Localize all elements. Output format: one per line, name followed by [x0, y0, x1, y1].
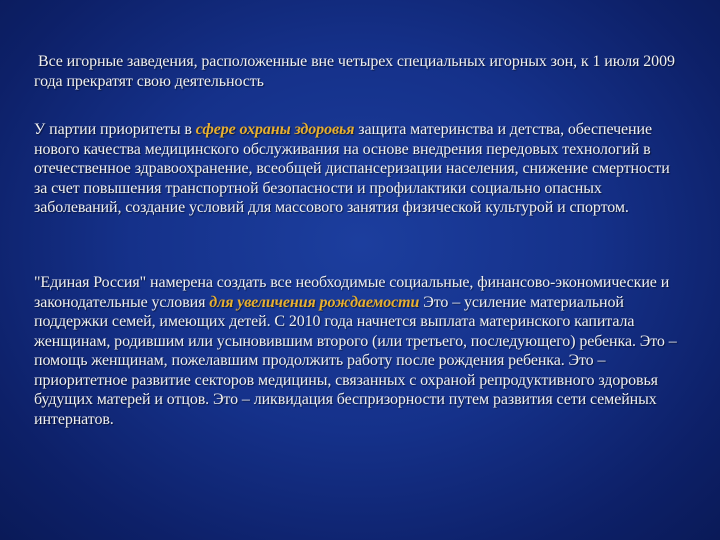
paragraph-birth-rate — [34, 273, 686, 429]
paragraph-text-rest: Это – усиление материальной поддержки семей, имеющих детей. С 2010 года начнется выплата материнского капитала женщинам, родившим или усыновившим второго (или третьего, последующего) ребенка. Это – помощь женщинам, пожелавшим продолжить работу после рождения ребенка. Это – приоритетное развитие секторов медицины, связанных с охраной репродуктивного здоровья будущих матерей и отцов. Это – ликвидация беспризорности путем развития сети семейных интернатов. — [34, 293, 677, 428]
paragraph-text-start: "Единая Россия" намерена создать все необходимые социальные, финансово-экономические и законодательные условия — [34, 274, 670, 311]
paragraph-text-rest: защита материнства и детства, обеспечение нового качества медицинского обслуживания на основе внедрения передовых технологий в отечественное здравоохранение, всеобщей диспансеризации населения, снижение смертности за счет повышения транспортной безопасности и профилактики социально опасных заболеваний, создание условий для массового занятия физической культурой и спортом. — [34, 121, 670, 216]
paragraph-health-priorities — [34, 120, 686, 218]
paragraph-text: Все игорные заведения, расположенные вне четырех специальных игорных зон, к 1 июля 2009 года прекратят свою деятельность — [34, 53, 675, 90]
paragraph-text-start: У партии приоритеты в — [34, 121, 196, 138]
highlight-birth-rate: для увеличения рождаемости — [209, 293, 420, 311]
highlight-health-care: сфере охраны здоровья — [195, 121, 355, 138]
paragraph-gambling-zones — [34, 52, 684, 91]
